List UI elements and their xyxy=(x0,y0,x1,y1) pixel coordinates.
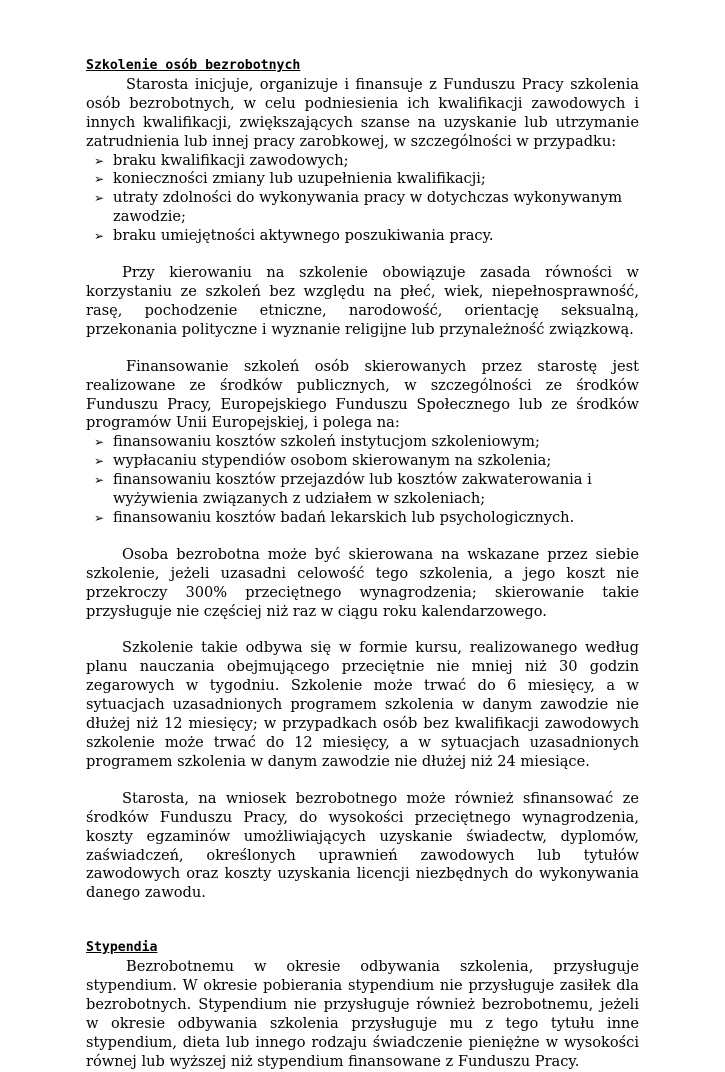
paragraph-exams: Starosta, na wniosek bezrobotnego może również sfinansować ze środków Funduszu Pracy, do wysokości przeciętnego wynagrodzenia, koszty egzaminów umożliwiających uzyskanie świadectw, dyplomów, zaświadczeń, określonych uprawnień zawodowych lub tytułów zawodowych oraz koszty uzyskania licencji niezbędnych do wykonywania danego zawodu. xyxy=(86,789,639,902)
arrow-bullet-icon: ➢ xyxy=(94,191,105,206)
list-item: ➢ wypłacaniu stypendiów osobom skierowanym na szkolenia; xyxy=(94,452,552,470)
arrow-bullet-icon: ➢ xyxy=(94,473,105,488)
list-item: ➢ braku umiejętności aktywnego poszukiwania pracy. xyxy=(94,227,494,245)
section-title-stypendia: Stypendia xyxy=(86,940,158,956)
arrow-bullet-icon: ➢ xyxy=(94,454,105,469)
paragraph-stipend: Bezrobotnemu w okresie odbywania szkolenia, przysługuje stypendium. W okresie pobierania stypendium nie przysługuje zasiłek dla bezrobotnych. Stypendium nie przysługuje również bezrobotnemu, jeżeli w okresie odbywania szkolenia przysługuje mu z tego tytułu inne stypendium, dieta lub innego rodzaju świadczenie pieniężne w wysokości równej lub wyższej niż stypendium finansowane z Funduszu Pracy. xyxy=(86,958,639,1070)
paragraph-financing: Finansowanie szkoleń osób skierowanych przez starostę jest realizowane ze środków publicznych, w szczególności ze środków Funduszu Pracy, Europejskiego Funduszu Społecznego lub ze środków programów Unii Europejskiej, i polega na: xyxy=(86,357,639,432)
paragraph-self-selected: Osoba bezrobotna może być skierowana na wskazane przez siebie szkolenie, jeżeli uzasadni celowość tego szkolenia, a jego koszt nie przekroczy 300% przeciętnego wynagrodzenia; skierowanie takie przysługuje nie częściej niż raz w ciągu roku kalendarzowego. xyxy=(86,545,639,620)
arrow-bullet-icon: ➢ xyxy=(94,435,105,450)
arrow-bullet-icon: ➢ xyxy=(94,229,105,244)
section-title-szkolenie: Szkolenie osób bezrobotnych xyxy=(86,58,301,73)
list-item: ➢ braku kwalifikacji zawodowych; xyxy=(94,151,349,169)
reasons-list xyxy=(86,152,639,247)
arrow-bullet-icon: ➢ xyxy=(94,510,105,525)
paragraph-intro: Starosta inicjuje, organizuje i finansuje z Funduszu Pracy szkolenia osób bezrobotnych, w celu podniesienia ich kwalifikacji zawodowych i innych kwalifikacji, zwiększających szanse na uzyskanie lub utrzymanie zatrudnienia lub innej pracy zarobkowej, w szczególności w przypadku: xyxy=(86,75,639,150)
list-item: ➢ konieczności zmiany lub uzupełnienia kwalifikacji; xyxy=(94,170,486,188)
paragraph-duration: Szkolenie takie odbywa się w formie kursu, realizowanego według planu nauczania obejmującego przeciętnie nie mniej niż 30 godzin zegarowych w tygodniu. Szkolenie może trwać do 6 miesięcy, a w sytuacjach uzasadnionych programem szkolenia w danym zawodzie nie dłużej niż 12 miesięcy; w przypadkach osób bez kwalifikacji zawodowych szkolenie może trwać do 12 miesięcy, a w sytuacjach uzasadnionych programem szkolenia w danym zawodzie nie dłużej niż 24 miesiące. xyxy=(86,639,639,770)
paragraph-equality: Przy kierowaniu na szkolenie obowiązuje zasada równości w korzystaniu ze szkoleń bez względu na płeć, wiek, niepełnosprawność, rasę, pochodzenie etniczne, narodowość, orientację seksualną, przekonania polityczne i wyznanie religijne lub przynależność związkową. xyxy=(86,264,639,338)
financing-list xyxy=(86,433,639,528)
arrow-bullet-icon: ➢ xyxy=(94,172,105,187)
list-item: ➢ finansowaniu kosztów badań lekarskich lub psychologicznych. xyxy=(94,508,575,526)
arrow-bullet-icon: ➢ xyxy=(94,153,105,168)
list-item: ➢ finansowaniu kosztów przejazdów lub kosztów zakwaterowania i wyżywienia związanych z udziałem w szkoleniach; xyxy=(94,471,592,508)
list-item: ➢ finansowaniu kosztów szkoleń instytucjom szkoleniowym; xyxy=(94,433,540,451)
list-item: ➢ utraty zdolności do wykonywania pracy w dotychczas wykonywanym zawodzie; xyxy=(94,189,623,226)
